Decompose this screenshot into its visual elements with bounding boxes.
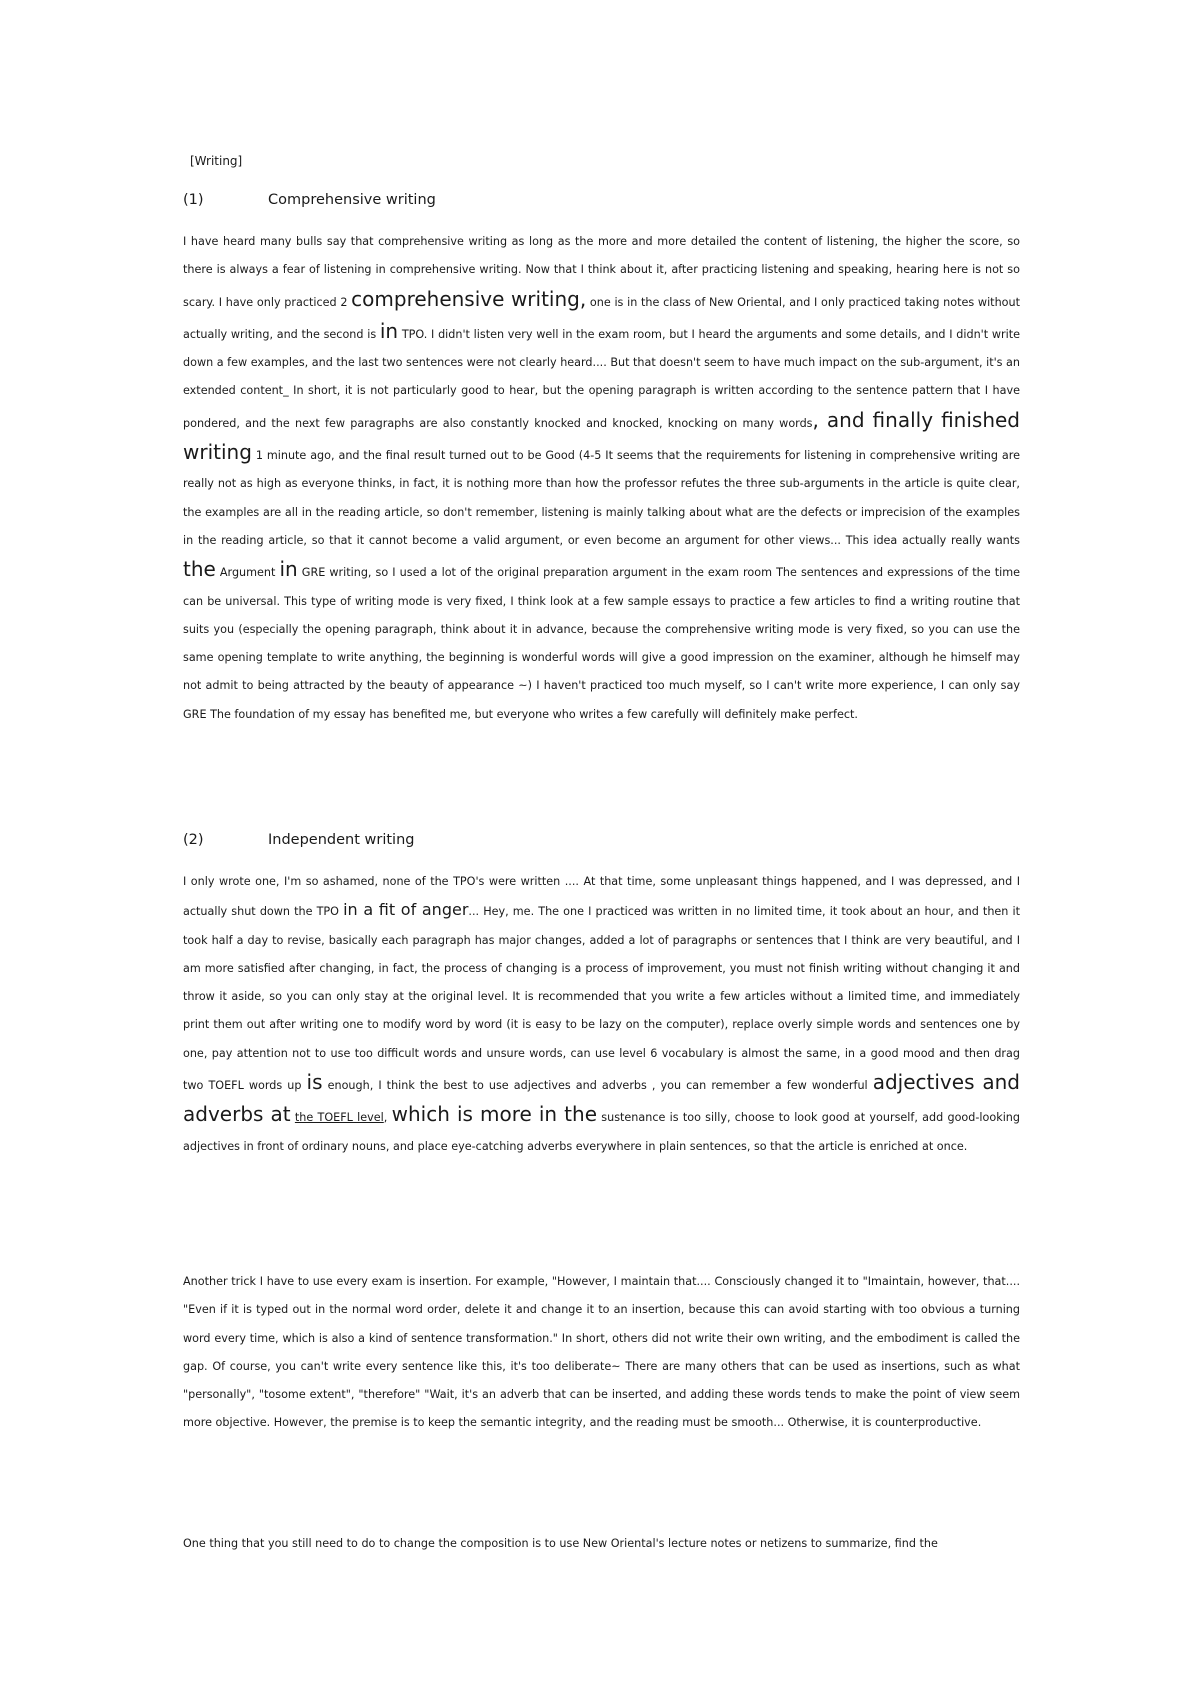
section-tag: [Writing] xyxy=(190,154,243,168)
text-run-underlined: the TOEFL level xyxy=(294,1111,384,1125)
section-number: (1) xyxy=(183,192,204,208)
section-heading-independent xyxy=(183,832,414,848)
text-run: enough, I think the best to use adjectives and adverbs , you can remember a few wonderful xyxy=(322,1079,873,1093)
text-run-large: in xyxy=(379,318,399,343)
text-run: I have heard many bulls say that comprehensive writing as long as the more and more detailed the content of listening, the higher the score, so there is always a fear of listening in comprehensive writing. Now that I think about it, after practicing listening and speaking, hearing here is not so scary. I have only practiced 2 xyxy=(183,235,1020,309)
paragraph-comprehensive-writing xyxy=(183,228,1020,729)
text-run-large: in xyxy=(279,557,298,582)
text-run-large: is xyxy=(306,1070,323,1095)
text-run-large: the xyxy=(183,557,216,582)
section-title: Comprehensive writing xyxy=(268,192,436,208)
section-heading-comprehensive xyxy=(183,192,436,208)
section-number: (2) xyxy=(183,832,204,848)
text-run-large: comprehensive writing, xyxy=(351,286,587,311)
text-run: , xyxy=(383,1111,392,1125)
paragraph-lecture-notes: One thing that you still need to do to change the composition is to use New Oriental's lecture notes or netizens to summarize, find the xyxy=(183,1537,938,1550)
text-run: Argument xyxy=(215,566,280,580)
text-run: one is in the class of New Oriental, and I only practiced taking notes without actually writing, and the second is xyxy=(183,295,1020,341)
text-run: I only wrote one, I'm so ashamed, none of the TPO's were written .... At that time, some unpleasant things happened, and I was depressed, and I actually shut down the TPO xyxy=(183,875,1020,919)
text-run-large: which is more in the xyxy=(391,1102,597,1127)
text-run: TPO. I didn't listen very well in the exam room, but I heard the arguments and some details, and I didn't write down a few examples, and the last two sentences were not clearly heard.... But that doesn't seem to have much impact on the sub-argument, it's an extended content_ In short, it is not particularly good to hear, but the opening paragraph is written according to the sentence pattern that I have pondered, and the next few paragraphs are also constantly knocked and knocked, knocking on many words xyxy=(183,327,1020,430)
text-run: GRE writing, so I used a lot of the original preparation argument in the exam room The sentences and expressions of the time can be universal. This type of writing mode is very fixed, I think look at a few sample essays to practice a few articles to find a writing routine that suits you (especially the opening paragraph, think about it in advance, because the comprehensive writing mode is very fixed, so you can use the same opening template to write anything, the beginning is wonderful words will give a good impression on the examiner, although he himself may not admit to being attracted by the beauty of appearance ~) I haven't practiced too much myself, so I can't write more experience, I can only say GRE The foundation of my essay has benefited me, but everyone who writes a few carefully will definitely make perfect. xyxy=(183,566,1020,721)
text-run: 1 minute ago, and the final result turned out to be Good (4-5 It seems that the requirements for listening in comprehensive writing are really not as high as everyone thinks, in fact, it is nothing more than how the professor refutes the three sub-arguments in the article is quite clear, the examples are all in the reading article, so don't remember, listening is mainly talking about what are the defects or imprecision of the examples in the reading article, so that it cannot become a valid argument, or even become an argument for other views... This idea actually really wants xyxy=(183,449,1020,547)
paragraph-independent-writing xyxy=(183,868,1020,1161)
text-run-large: adjectives and adverbs at xyxy=(183,1070,1020,1127)
text-run-large: , and finally finished writing xyxy=(183,407,1020,465)
text-run: sustenance is too silly, choose to look good at yourself, add good-looking adjectives in front of ordinary nouns, and place eye-catching adverbs everywhere in plain sentences, so that the article is enriched at once. xyxy=(183,1111,1020,1153)
section-title: Independent writing xyxy=(268,832,415,848)
paragraph-insertion-trick: Another trick I have to use every exam is insertion. For example, "However, I maintain that.... Consciously changed it to "Imaintain, however, that.... "Even if it is typed out in the normal word order, delete it and change it to an insertion, because this can avoid starting with too obvious a turning word every time, which is also a kind of sentence transformation." In short, others did not write their own writing, and the embodiment is called the gap. Of course, you can't write every sentence like this, it's too deliberate~ There are many others that can be used as insertions, such as what "personally", "tosome extent", "therefore" "Wait, it's an adverb that can be inserted, and adding these words tends to make the point of view seem more objective. However, the premise is to keep the semantic integrity, and the reading must be smooth... Otherwise, it is counterproductive. xyxy=(183,1275,1020,1430)
text-run-large: in a fit of anger xyxy=(343,900,469,920)
text-run: ... Hey, me. The one I practiced was written in no limited time, it took about an hour, and then it took half a day to revise, basically each paragraph has major changes, added a lot of paragraphs or sentences that I think are very beautiful, and I am more satisfied after changing, in fact, the process of changing is a process of improvement, you must not finish writing without changing it and throw it aside, so you can only stay at the original level. It is recommended that you write a few articles without a limited time, and immediately print them out after writing one to modify word by word (it is easy to be lazy on the computer), replace overly simple words and sentences one by one, pay attention not to use too difficult words and unsure words, can use level 6 vocabulary is almost the same, in a good mood and then drag two TOEFL words up xyxy=(183,905,1020,1093)
